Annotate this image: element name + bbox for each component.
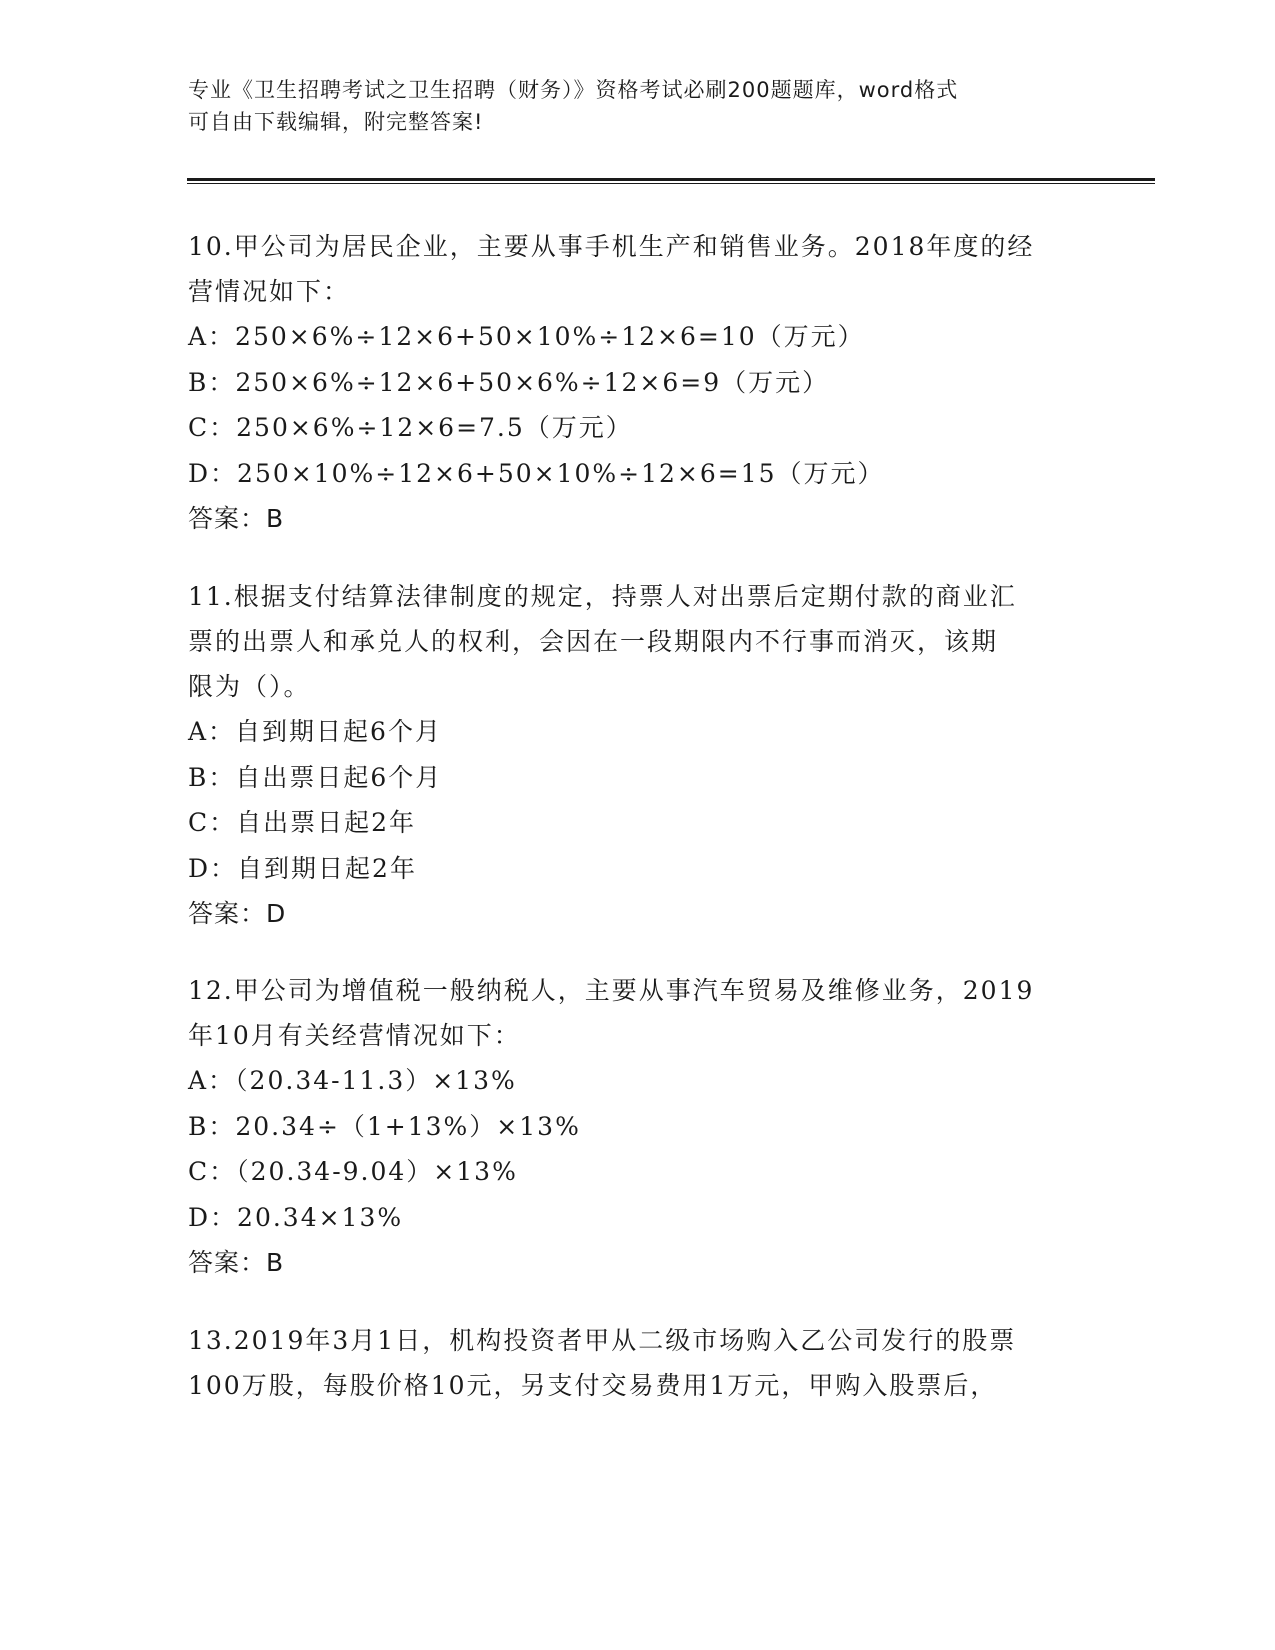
option-c: C：（20.34-9.04）×13% [188,1157,518,1186]
option-a: A：自到期日起6个月 [188,717,442,746]
question-13 [188,1318,1088,1408]
option-b: B：20.34÷（1+13%）×13% [188,1111,581,1141]
question-12 [188,968,1088,1285]
option-c: C：250×6%÷12×6=7.5（万元） [188,413,633,442]
question-stem-line: 13.2019年3月1日，机构投资者甲从二级市场购入乙公司发行的股票 [188,1326,1017,1355]
answer-label: 答案： [188,899,267,928]
option-d: D：20.34×13% [188,1202,404,1232]
question-stem-line: 12.甲公司为增值税一般纳税人，主要从事汽车贸易及维修业务，2019 [188,976,1035,1005]
option-d: D：250×10%÷12×6+50×10%÷12×6=15（万元） [188,458,885,488]
option-b: B：自出票日起6个月 [188,762,443,792]
question-11 [188,574,1088,936]
option-a: A：250×6%÷12×6+50×10%÷12×6=10（万元） [188,322,865,351]
answer-value: B [266,504,285,533]
answer-label: 答案： [188,504,267,533]
question-stem-line: 100万股，每股价格10元，另支付交易费用1万元，甲购入股票后， [188,1371,998,1400]
question-stem-line: 票的出票人和承兑人的权利，会因在一段期限内不行事而消灭，该期 [188,627,999,656]
answer-line [188,496,1088,541]
answer-line [188,891,1088,936]
option-b: B：250×6%÷12×6+50×6%÷12×6=9（万元） [188,367,830,397]
answer-line [188,1240,1088,1285]
header-divider-thin [187,183,1155,184]
header-divider-thick [187,178,1155,181]
header-line-2: 可自由下载编辑，附完整答案! [188,110,484,134]
question-10 [188,224,1088,541]
header-line-1: 专业《卫生招聘考试之卫生招聘（财务）》资格考试必刷200题题库，word格式 [188,78,959,102]
question-stem-line: 年10月有关经营情况如下： [188,1021,521,1050]
question-stem-line: 限为（）。 [188,672,311,701]
answer-value: D [266,899,287,928]
document-header [188,74,1068,138]
answer-value: B [266,1248,285,1277]
option-c: C：自出票日起2年 [188,808,417,837]
question-stem-line: 10.甲公司为居民企业，主要从事手机生产和销售业务。2018年度的经 [188,232,1035,261]
question-stem-line: 11.根据支付结算法律制度的规定，持票人对出票后定期付款的商业汇 [188,582,1017,611]
answer-label: 答案： [188,1248,267,1277]
option-a: A：（20.34-11.3）×13% [188,1066,517,1095]
option-d: D：自到期日起2年 [188,853,417,883]
question-stem-line: 营情况如下： [188,277,351,306]
